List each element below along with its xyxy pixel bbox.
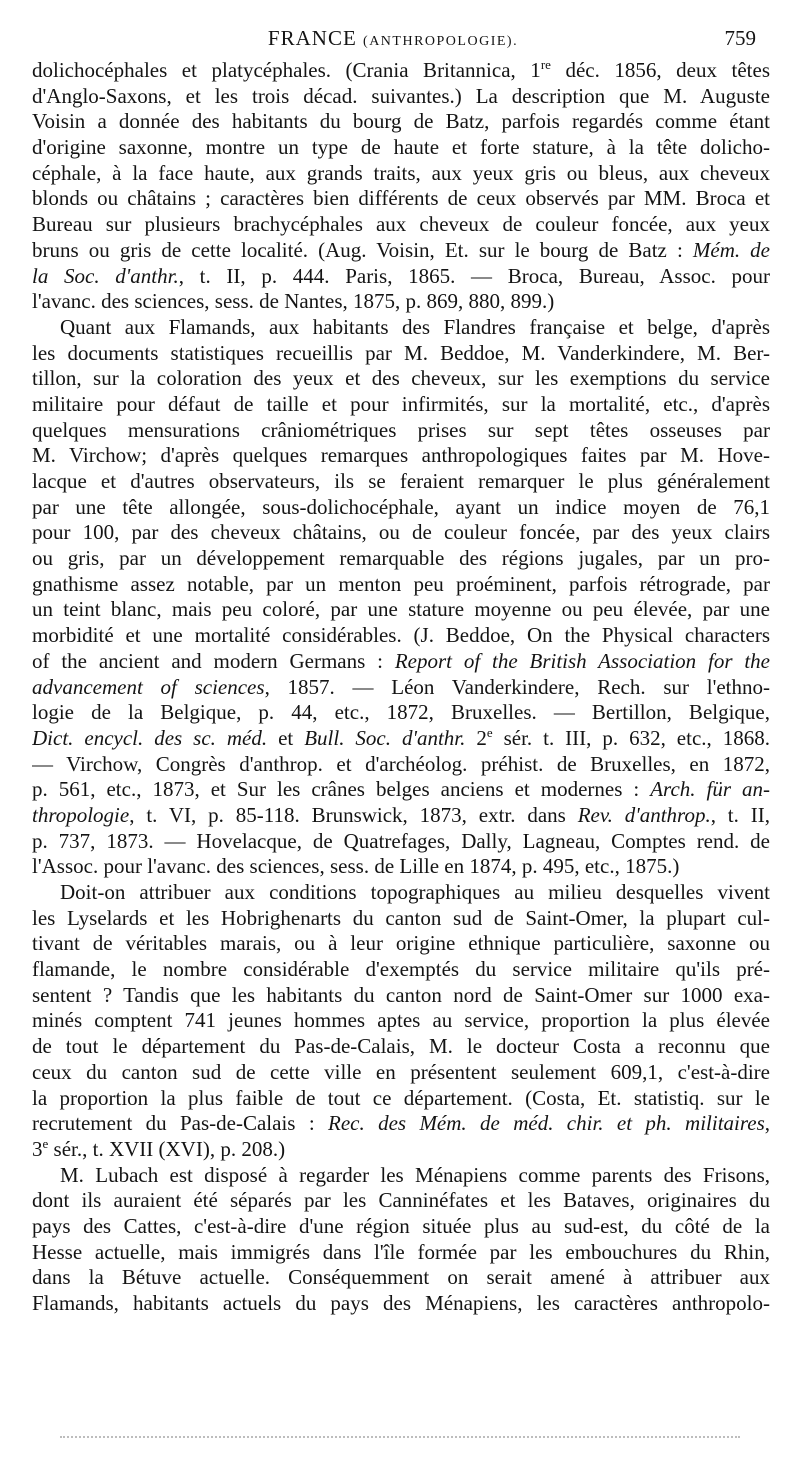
text-line: bruns ou gris de cette localité. (Aug. Voisin, Et. sur le bourg de Batz : Mém. de <box>32 237 770 262</box>
text-line: Bureau sur plusieurs brachycéphales aux cheveux de couleur foncée, aux yeux <box>32 212 770 237</box>
text-line: M. Lubach est disposé à regarder les Ménapiens comme parents des Frisons, <box>60 1162 770 1187</box>
text-line: Dict. encycl. des sc. méd. et Bull. Soc. d'anthr. 2e sér. t. III, p. 632, etc., 1868. <box>32 725 770 750</box>
text-line: l'avanc. des sciences, sess. de Nantes, 1875, p. 869, 880, 899.) <box>32 289 555 314</box>
text-line: of the ancient and modern Germans : Report of the British Association for the <box>32 648 770 673</box>
text-line: tillon, sur la coloration des yeux et des cheveux, sur les exemptions du service <box>32 366 770 391</box>
text-line: lacque et d'autres observateurs, ils se feraient remarquer le plus généralement <box>32 469 770 493</box>
text-line: Flamands, habitants actuels du pays des Ménapiens, les caractères anthropolo- <box>32 1291 770 1315</box>
text-line: minés comptent 741 jeunes hommes aptes au service, proportion la plus élevée <box>32 1008 770 1033</box>
text-line: dans la Bétuve actuelle. Conséquemment on serait amené à attribuer aux <box>32 1265 770 1290</box>
text-line: gnathisme assez notable, par un menton peu proéminent, parfois rétrograde, par <box>32 571 770 596</box>
text-line: morbidité et une mortalité considérables. (J. Beddoe, On the Physical characters <box>32 623 770 648</box>
text-line: Doit-on attribuer aux conditions topographiques au milieu desquelles vivent <box>60 880 770 904</box>
bottom-rule <box>60 1436 740 1442</box>
text-line: quelques mensurations crâniométriques prises sur sept têtes osseuses par <box>32 417 770 442</box>
running-title <box>30 26 756 51</box>
text-line: l'Assoc. pour l'avanc. des sciences, sess. de Lille en 1874, p. 495, etc., 1875.) <box>32 854 680 879</box>
text-line: ceux du canton sud de cette ville en présentent seulement 609,1, c'est-à-dire <box>32 1059 770 1084</box>
text-line: la Soc. d'anthr., t. II, p. 444. Paris, 1865. — Broca, Bureau, Assoc. pour <box>32 263 770 288</box>
text-line: flamande, le nombre considérable d'exemptés du service militaire qu'ils pré- <box>32 957 770 982</box>
text-line: M. Virchow; d'après quelques remarques anthropologiques faites par M. Hove- <box>32 443 770 468</box>
page-number: 759 <box>724 26 756 50</box>
text-line: les Lyselards et les Hobrighenarts du canton sud de Saint-Omer, la plupart cul- <box>32 905 770 930</box>
text-line: blonds ou châtains ; caractères bien différents de ceux observés par MM. Broca et <box>32 186 770 211</box>
text-line: pays des Cattes, c'est-à-dire d'une région située plus au sud-est, du côté de la <box>32 1213 770 1238</box>
running-title-main: FRANCE <box>267 26 357 50</box>
text-line: Voisin a donnée des habitants du bourg de Batz, parfois regardés comme étant <box>32 109 770 134</box>
text-line: ou gris, par un développement remarquable des régions jugales, par un pro- <box>32 546 770 571</box>
body-text <box>32 58 770 1317</box>
running-header <box>30 26 756 56</box>
text-line: la proportion la plus faible de tout ce département. (Costa, Et. statistiq. sur le <box>32 1085 770 1110</box>
text-line: recrutement du Pas-de-Calais : Rec. des Mém. de méd. chir. et ph. militaires, <box>32 1111 770 1136</box>
text-line: d'origine saxonne, montre un type de haute et forte stature, à la tête dolicho- <box>32 135 770 160</box>
text-line: par une tête allongée, sous-dolichocéphale, ayant un indice moyen de 76,1 <box>32 494 770 519</box>
text-line: — Virchow, Congrès d'anthrop. et d'archéolog. préhist. de Bruxelles, en 1872, <box>32 751 770 776</box>
running-title-sub: (ANTHROPOLOGIE). <box>363 34 519 49</box>
text-line: advancement of sciences, 1857. — Léon Vanderkindere, Rech. sur l'ethno- <box>32 674 770 699</box>
text-line: d'Anglo-Saxons, et les trois décad. suivantes.) La description que M. Auguste <box>32 83 770 108</box>
text-line: sentent ? Tandis que les habitants du canton nord de Saint-Omer sur 1000 exa- <box>32 982 770 1007</box>
text-line: les documents statistiques recueillis par M. Beddoe, M. Vanderkindere, M. Ber- <box>32 340 770 365</box>
text-line: tivant de véritables marais, ou à leur origine ethnique particulière, saxonne ou <box>32 931 770 956</box>
text-line: de tout le département du Pas-de-Calais, M. le docteur Costa a reconnu que <box>32 1034 770 1059</box>
text-line: pour 100, par des cheveux châtains, ou de couleur foncée, par des yeux clairs <box>32 520 770 545</box>
text-line: dolichocéphales et platycéphales. (Crania Britannica, 1re déc. 1856, deux têtes <box>32 58 770 82</box>
text-line: p. 561, etc., 1873, et Sur les crânes belges anciens et modernes : Arch. für an- <box>32 777 770 802</box>
text-line: céphale, à la face haute, aux grands traits, aux yeux gris ou bleus, aux cheveux <box>32 160 770 185</box>
text-line: logie de la Belgique, p. 44, etc., 1872, Bruxelles. — Bertillon, Belgique, <box>32 700 770 725</box>
text-line: 3e sér., t. XVII (XVI), p. 208.) <box>32 1136 286 1161</box>
text-line: thropologie, t. VI, p. 85-118. Brunswick, 1873, extr. dans Rev. d'anthrop., t. II, <box>32 802 770 827</box>
text-line: militaire pour défaut de taille et pour infirmités, sur la mortalité, etc., d'après <box>32 391 770 416</box>
text-line: Hesse actuelle, mais immigrés dans l'île formée par les embouchures du Rhin, <box>32 1239 770 1264</box>
text-line: p. 737, 1873. — Hovelacque, de Quatrefages, Dally, Lagneau, Comptes rend. de <box>32 828 770 853</box>
text-line: un teint blanc, mais peu coloré, par une stature moyenne ou peu élevée, par une <box>32 597 770 622</box>
text-line: Quant aux Flamands, aux habitants des Flandres française et belge, d'après <box>60 314 770 339</box>
text-line: dont ils auraient été séparés par les Canninéfates et les Bataves, originaires du <box>32 1188 770 1213</box>
